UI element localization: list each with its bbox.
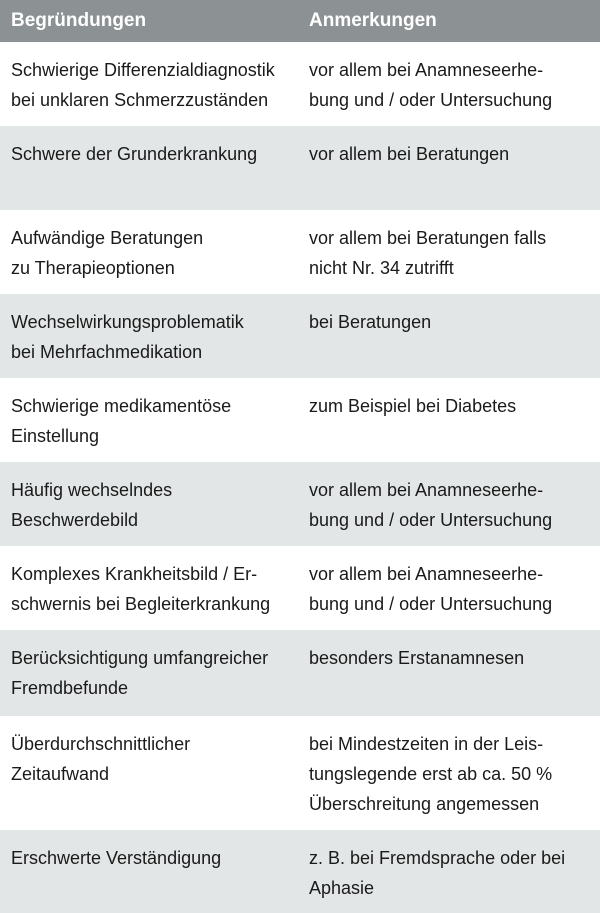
table-row	[0, 462, 600, 546]
table-header	[0, 0, 600, 42]
header-anmerkungen: Anmerkungen	[309, 10, 437, 31]
note-cell: vor allem bei Anamneseerhe- bung und / oder Untersuchung	[309, 480, 553, 530]
reason-cell: Schwierige medikamentöse Einstellung	[11, 396, 232, 446]
table-row	[0, 126, 600, 210]
reason-cell: Wechselwirkungsproblematik bei Mehrfachmedikation	[11, 312, 244, 362]
reason-cell: Berücksichtigung umfangreicher Fremdbefunde	[11, 648, 269, 698]
table-row	[0, 210, 600, 294]
table-row	[0, 294, 600, 378]
note-cell: vor allem bei Beratungen falls nicht Nr. 34 zutrifft	[309, 228, 547, 278]
table-row	[0, 42, 600, 126]
reason-cell: Aufwändige Beratungen zu Therapieoptionen	[11, 228, 204, 278]
note-cell: z. B. bei Fremdsprache oder bei Aphasie	[309, 848, 566, 898]
note-cell: bei Beratungen	[309, 312, 432, 332]
note-cell: zum Beispiel bei Diabetes	[309, 396, 517, 416]
reason-cell: Komplexes Krankheitsbild / Er- schwernis bei Begleiterkrankung	[11, 564, 271, 614]
note-cell: bei Mindestzeiten in der Leis- tungslegende erst ab ca. 50 % Überschreitung angemessen	[309, 734, 553, 814]
note-cell: besonders Erstanamnesen	[309, 648, 525, 668]
reason-cell: Erschwerte Verständigung	[11, 848, 222, 868]
reason-cell: Häufig wechselndes Beschwerdebild	[11, 480, 173, 530]
note-cell: vor allem bei Beratungen	[309, 144, 510, 164]
note-cell: vor allem bei Anamneseerhe- bung und / oder Untersuchung	[309, 564, 553, 614]
table-row	[0, 716, 600, 830]
reason-cell: Überdurchschnittlicher Zeitaufwand	[11, 734, 191, 784]
reason-cell: Schwierige Differenzialdiagnostik bei unklaren Schmerzzuständen	[11, 60, 275, 110]
table-row	[0, 546, 600, 630]
reason-cell: Schwere der Grunderkrankung	[11, 144, 258, 164]
header-begruendungen: Begründungen	[11, 10, 147, 31]
note-cell: vor allem bei Anamneseerhe- bung und / oder Untersuchung	[309, 60, 553, 110]
table-row	[0, 378, 600, 462]
table-row	[0, 630, 600, 716]
table-row	[0, 830, 600, 913]
